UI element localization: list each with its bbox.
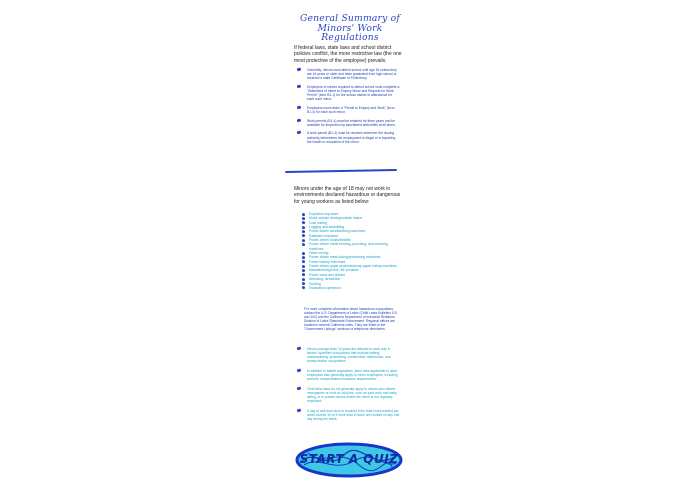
- item-text: Work permits (B1-4) must be retained for three years and be available for inspection by sanctioned authorities at all times.: [307, 118, 396, 127]
- bullet-icon: [297, 105, 301, 109]
- page-title: General Summary of Minors' Work Regulations: [299, 13, 400, 43]
- item-text: Power-driven metal forming, punching, and shearing machines: [309, 242, 388, 251]
- item-text: Radiation exposure: [309, 233, 339, 238]
- item-text: Motor vehicle driving/outside helper: [309, 216, 363, 221]
- item-text: Coal mining: [309, 220, 327, 225]
- item-text: Generally, minors must attend school until age 18 unless they are 16 years or older and have graduated from high school or received a state Certificate of Proficiency.: [307, 68, 397, 81]
- general-rules-item: [296, 68, 400, 80]
- item-text: Logging and sawmilling: [309, 225, 345, 230]
- bullet-icon: [297, 346, 301, 350]
- item-text: Excavation operation: [309, 285, 341, 290]
- additional-rules-list: [296, 347, 400, 426]
- item-text: Power bakery machines: [309, 259, 346, 264]
- bullet-icon: [302, 286, 306, 290]
- hazards-item: [302, 242, 402, 251]
- general-rules-item: [296, 131, 400, 143]
- item-text: Manufacturing brick, tile products: [309, 268, 359, 273]
- item-text: Minors younger than 16 years are allowed to work only in limited, specified occupations that exclude baking, manufacturing, processing, construction, warehouse, and transportation occupations.: [307, 347, 391, 364]
- bullet-icon: [297, 131, 301, 135]
- item-text: Employers of minors required to attend school must complete a "Statement of Intent to Employ Minor and Request for Work Permit" (form B1-1) for the school district of attendance for each such minor.: [307, 84, 400, 102]
- additional-rules-item: [296, 369, 400, 381]
- item-text: Power-driven hoists/forklifts: [309, 238, 351, 243]
- additional-rules-item: [296, 347, 400, 363]
- general-rules-item: [296, 85, 400, 101]
- item-text: Power saws and shears: [309, 272, 345, 277]
- general-rules-list: [296, 68, 400, 148]
- start-quiz-button[interactable]: [294, 441, 404, 479]
- section-divider: [285, 169, 397, 173]
- hazards-item: [302, 286, 402, 290]
- general-rules-item: [296, 106, 400, 114]
- item-text: Employers must retain a "Permit to Employ and Work" (form B1-4) for each such minor.: [307, 105, 395, 114]
- more-info-paragraph: For more complete information about hazardous occupations, contact the U.S. Department of Labor (Child Labor Bulletins 101 and 102) and the California Department of Industrial Relations, Division of Labor Standards Enforcement. Regional offices are located in several California cities. They are listed in the "Government Listings" sections of telephone directories.: [304, 307, 398, 332]
- item-text: Child labor laws do not generally apply to minors who deliver newspapers or work at odd jobs, such as yard work and baby-sitting, or in private homes where the minor is not regularly employed.: [307, 386, 398, 403]
- item-text: Power-driven meat slicing/processing machines: [309, 255, 381, 260]
- item-text: Explosive exposure: [309, 212, 339, 216]
- item-text: Power-driven paper products/scrap paper baling machines: [309, 264, 397, 269]
- item-text: In addition to babbit regulations, labor laws applicable to adult employees also generally apply to minor employees, including workers' compensation insurance requirements.: [307, 368, 398, 382]
- item-text: Power-driven woodworking machines: [309, 229, 366, 234]
- bullet-icon: [297, 408, 301, 412]
- item-text: Other mining: [309, 251, 329, 256]
- additional-rules-item: [296, 387, 400, 403]
- item-text: Roofing: [309, 281, 321, 286]
- bullet-icon: [302, 243, 306, 247]
- bullet-icon: [297, 368, 301, 372]
- bullet-icon: [297, 84, 301, 88]
- bullet-icon: [297, 118, 301, 122]
- intro-paragraph: If federal laws, state laws and school district policies conflict, the more restrictive law (the one most protective of the employee) prevails.: [294, 45, 402, 64]
- hazard-intro: Minors under the age of 18 may not work in environments declared hazardous or dangerous for young workers as listed below:: [294, 186, 401, 205]
- general-rules-item: [296, 119, 400, 127]
- quiz-button-label: START A QUIZ: [299, 452, 399, 466]
- item-text: Wrecking, demolition: [309, 277, 341, 282]
- additional-rules-item: [296, 409, 400, 421]
- item-text: A day of rest from work is required if the total hours worked per week exceed 30 or if more than 6 hours are worked on any one day during the week.: [307, 408, 400, 421]
- item-text: A work permit (B1-4) must be revoked whenever the issuing authority determines the employment is illegal or is impairing the health or education of the minor.: [307, 131, 396, 144]
- bullet-icon: [297, 386, 301, 390]
- bullet-icon: [297, 67, 301, 71]
- hazard-list: [302, 212, 402, 290]
